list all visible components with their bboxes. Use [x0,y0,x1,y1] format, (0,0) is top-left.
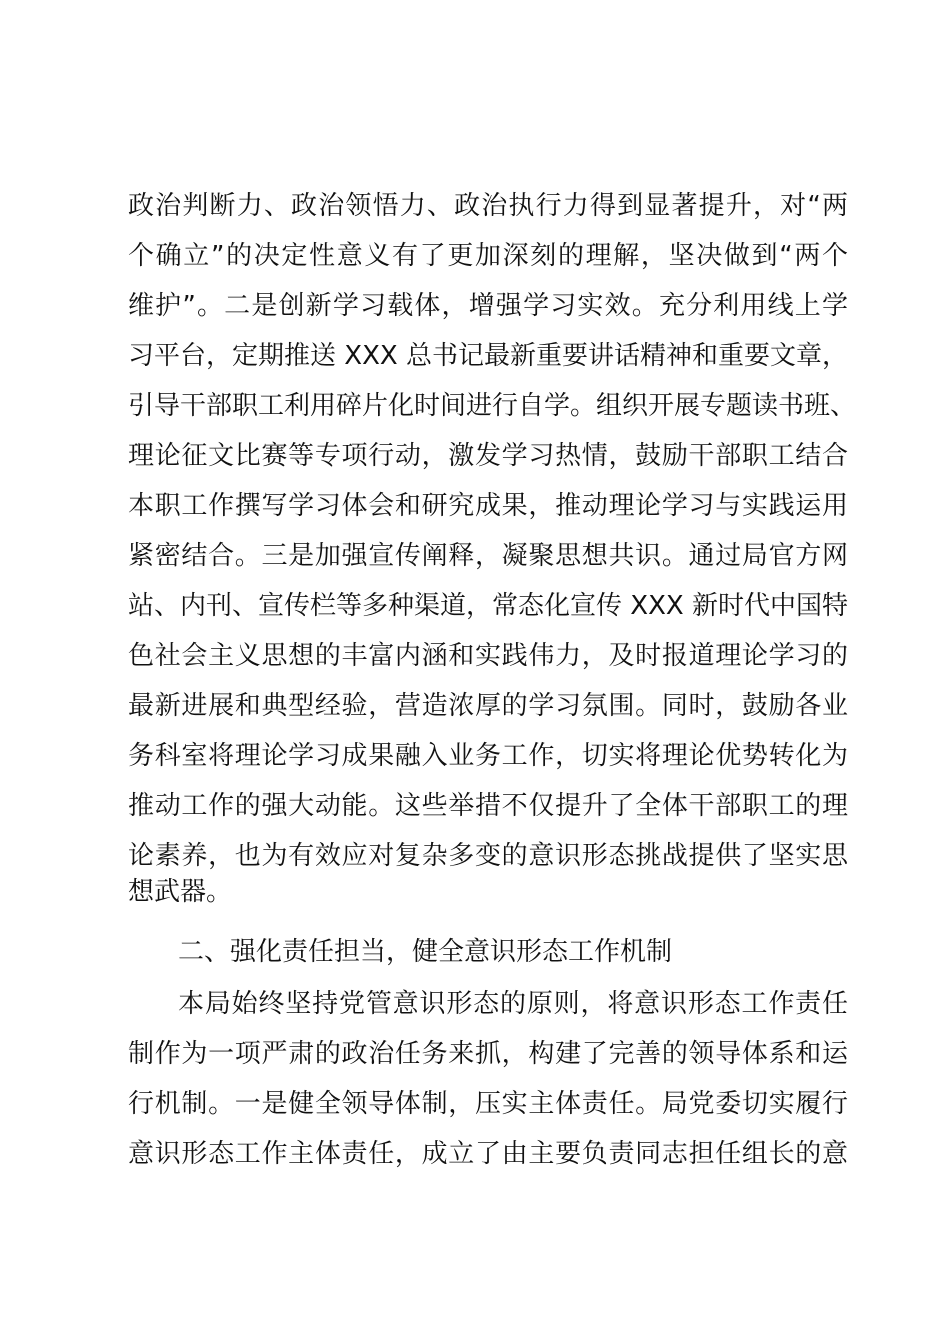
paragraph-line: 引导干部职工利用碎片化时间进行自学。组织开展专题读书班、 [128,391,857,421]
paragraph-first-line: 本局始终坚持党管意识形态的原则，将意识形态工作责任 [178,989,848,1019]
paragraph-line: 个确立”的决定性意义有了更加深刻的理解，坚决做到“两个 [128,241,848,271]
paragraph-line: 习平台，定期推送 XXX 总书记最新重要讲话精神和重要文章， [128,341,848,371]
paragraph-line: 论素养，也为有效应对复杂多变的意识形态挑战提供了坚实思 [128,841,848,871]
paragraph-line: 政治判断力、政治领悟力、政治执行力得到显著提升，对“两 [128,191,848,221]
paragraph-line: 务科室将理论学习成果融入业务工作，切实将理论优势转化为 [128,741,848,771]
paragraph-line: 维护”。二是创新学习载体，增强学习实效。充分利用线上学 [128,291,848,321]
paragraph-line: 站、内刊、宣传栏等多种渠道，常态化宣传 XXX 新时代中国特 [128,591,848,621]
paragraph-line: 意识形态工作主体责任，成立了由主要负责同志担任组长的意 [128,1139,848,1169]
paragraph-line: 制作为一项严肃的政治任务来抓，构建了完善的领导体系和运 [128,1039,848,1069]
paragraph-line: 本职工作撰写学习体会和研究成果，推动理论学习与实践运用 [128,491,848,521]
paragraph-line: 推动工作的强大动能。这些举措不仅提升了全体干部职工的理 [128,791,848,821]
paragraph-line: 理论征文比赛等专项行动，激发学习热情，鼓励干部职工结合 [128,441,848,471]
paragraph-line: 最新进展和典型经验，营造浓厚的学习氛围。同时，鼓励各业 [128,691,848,721]
paragraph-line: 紧密结合。三是加强宣传阐释，凝聚思想共识。通过局官方网 [128,541,848,571]
section-heading: 二、强化责任担当，健全意识形态工作机制 [178,937,673,967]
paragraph-line: 行机制。一是健全领导体制，压实主体责任。局党委切实履行 [128,1089,848,1119]
paragraph-line: 色社会主义思想的丰富内涵和实践伟力，及时报道理论学习的 [128,641,848,671]
paragraph-last-line: 想武器。 [128,877,233,907]
